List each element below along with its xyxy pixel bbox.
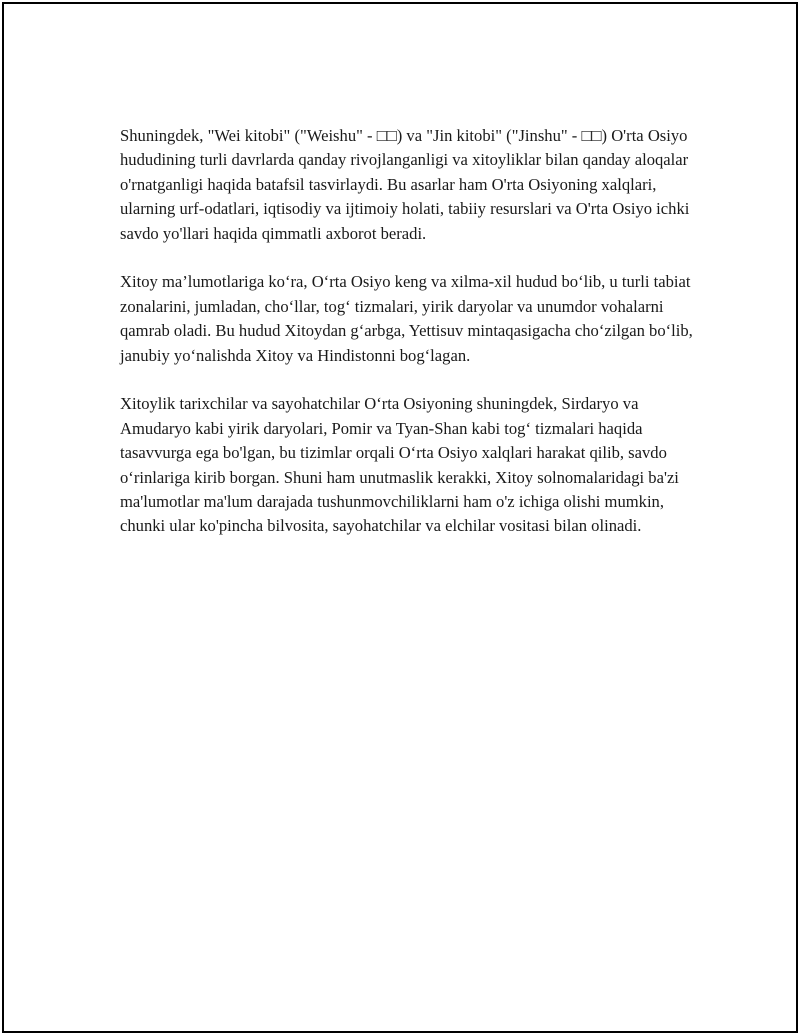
- paragraph-3: Xitoylik tarixchilar va sayohatchilar O‘rta Osiyoning shuningdek, Sirdaryo va Amudaryo kabi yirik daryolari, Pomir va Tyan-Shan kabi tog‘ tizmalari haqida tasavvurga ega bo'lgan, bu tizimlar orqali O‘rta Osiyo xalqlari harakat qilib, savdo o‘rinlariga kirib borgan. Shuni ham unutmaslik kerakki, Xitoy solnomalaridagi ba'zi ma'lumotlar ma'lum darajada tushunmovchiliklarni ham o'z ichiga olishi mumkin, chunki ular ko'pincha bilvosita, sayohatchilar va elchilar vositasi bilan olinadi.: [120, 394, 679, 536]
- page-frame: [2, 2, 798, 1033]
- paragraph-2: Xitoy ma’lumotlariga ko‘ra, O‘rta Osiyo keng va xilma-xil hudud bo‘lib, u turli tabiat zonalarini, jumladan, cho‘llar, tog‘ tizmalari, yirik daryolar va unumdor vohalarni qamrab oladi. Bu hudud Xitoydan g‘arbga, Yettisuv mintaqasigacha cho‘zilgan bo‘lib, janubiy yo‘nalishda Xitoy va Hindistonni bog‘lagan.: [120, 272, 693, 365]
- paragraph-1: Shuningdek, "Wei kitobi" ("Weishu" - □□) va "Jin kitobi" ("Jinshu" - □□) O'rta Osiyo hududining turli davrlarda qanday rivojlanganligi va xitoyliklar bilan qanday aloqalar o'rnatganligi haqida batafsil tasvirlaydi. Bu asarlar ham O'rta Osiyoning xalqlari, ularning urf-odatlari, iqtisodiy va ijtimoiy holati, tabiiy resurslari va O'rta Osiyo ichki savdo yo'llari haqida qimmatli axborot beradi.: [120, 126, 690, 243]
- document-body: [120, 124, 700, 563]
